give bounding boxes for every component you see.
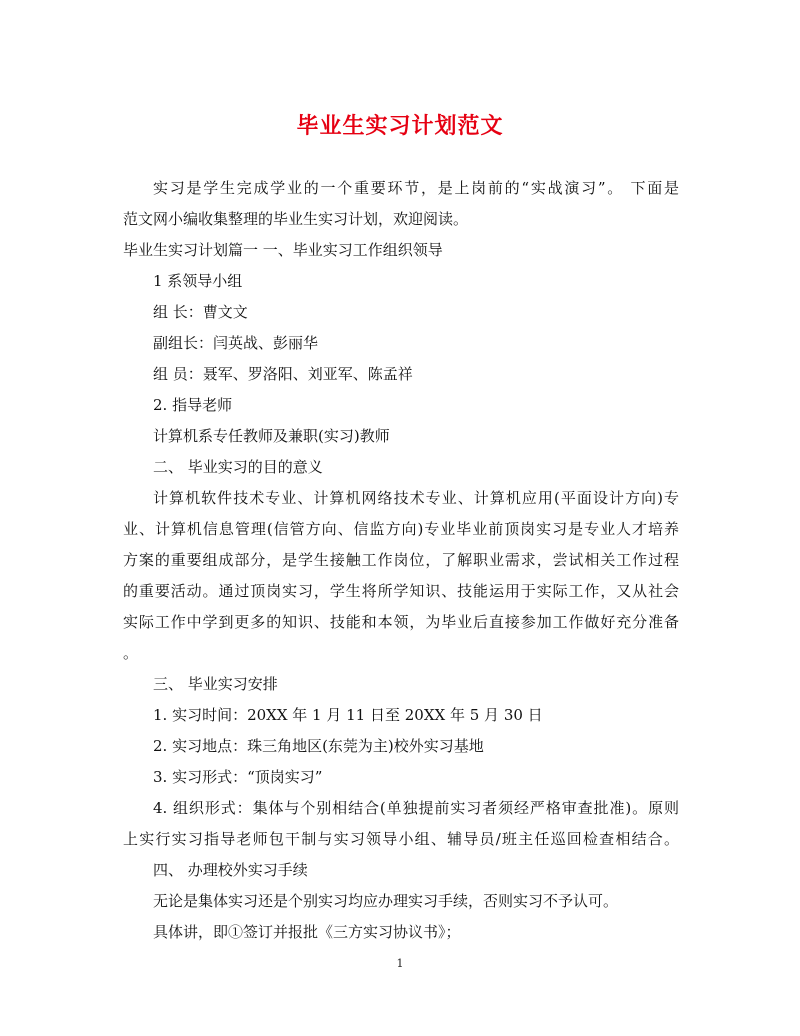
paragraph-line: 2. 实习地点：珠三角地区(东莞为主)校外实习基地: [153, 737, 484, 755]
paragraph-line: 组 员：聂军、罗洛阳、刘亚军、陈孟祥: [153, 365, 413, 383]
paragraph-line: 上实行实习指导老师包干制与实习领导小组、辅导员/班主任巡回检查相结合。: [123, 830, 679, 848]
section-heading: 二、 毕业实习的目的意义: [153, 458, 323, 476]
paragraph-line: 1 系领导小组: [153, 272, 243, 290]
paragraph-line: 2. 指导老师: [153, 396, 233, 414]
paragraph-line: 4. 组织形式：集体与个别相结合(单独提前实习者须经严格审查批准)。原则: [153, 799, 679, 817]
section-heading: 四、 办理校外实习手续: [153, 861, 308, 879]
paragraph-line: 实际工作中学到更多的知识、技能和本领，为毕业后直接参加工作做好充分准备: [123, 613, 679, 631]
paragraph-line: 副组长：闫英战、彭丽华: [153, 334, 319, 352]
paragraph-line: 计算机系专任教师及兼职(实习)教师: [153, 427, 390, 445]
paragraph-line: 计算机软件技术专业、计算机网络技术专业、计算机应用(平面设计方向)专: [153, 489, 679, 507]
paragraph-line: 方案的重要组成部分，是学生接触工作岗位，了解职业需求，尝试相关工作过程: [123, 551, 679, 569]
paragraph-line: 具体讲，即①签订并报批《三方实习协议书》；: [153, 923, 461, 941]
paragraph-line: 3. 实习形式：“顶岗实习”: [153, 768, 323, 786]
paragraph-line: 实习是学生完成学业的一个重要环节，是上岗前的“实战演习”。 下面是: [153, 179, 679, 197]
paragraph-line: 1. 实习时间：20XX 年 1 月 11 日至 20XX 年 5 月 30 日: [153, 706, 543, 724]
paragraph-line: 业、计算机信息管理(信管方向、信监方向)专业毕业前顶岗实习是专业人才培养: [123, 520, 679, 538]
section-heading: 三、 毕业实习安排: [153, 675, 278, 693]
paragraph-line: 的重要活动。通过顶岗实习，学生将所学知识、技能运用于实际工作，又从社会: [123, 582, 679, 600]
paragraph-line: 无论是集体实习还是个别实习均应办理实习手续，否则实习不予认可。: [153, 892, 619, 910]
paragraph-line: 。: [123, 644, 139, 662]
page-number: 1: [396, 957, 404, 970]
document-body: [123, 173, 679, 948]
paragraph-line: 组 长：曹文文: [153, 303, 248, 321]
document-title: 毕业生实习计划范文: [296, 113, 504, 139]
paragraph-line: 范文网小编收集整理的毕业生实习计划，欢迎阅读。: [123, 210, 469, 228]
section-heading: 毕业生实习计划篇一 一、毕业实习工作组织领导: [123, 241, 443, 259]
